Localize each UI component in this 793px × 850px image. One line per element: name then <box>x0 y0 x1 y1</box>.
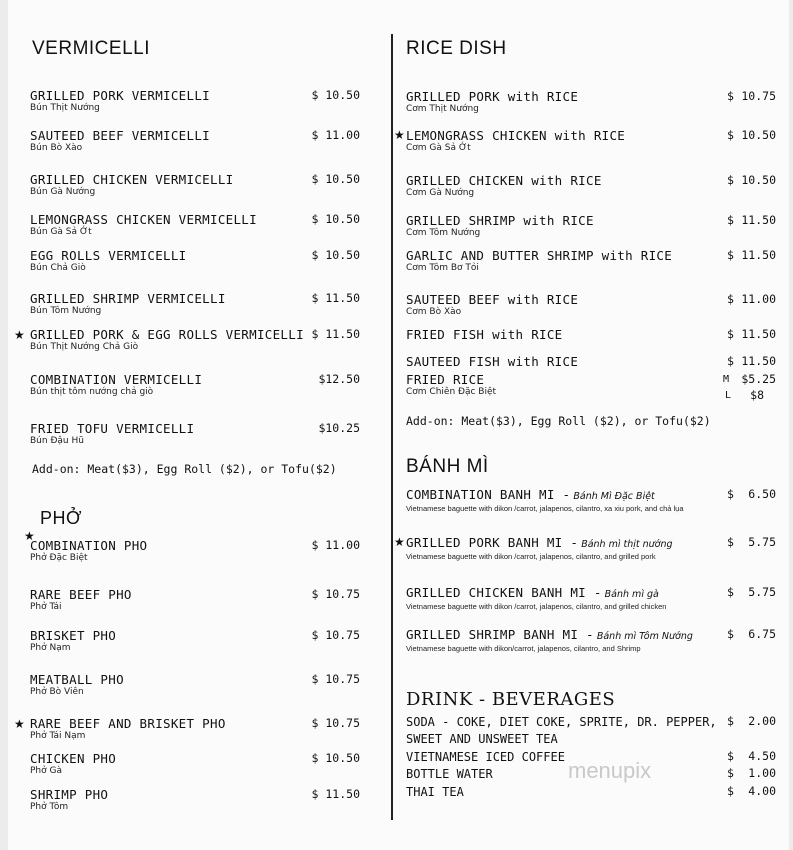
menu-item <box>30 787 360 813</box>
menu-item <box>30 248 360 274</box>
item-price: 11.50 <box>741 354 776 368</box>
item-dollar-sign: $ <box>727 627 734 641</box>
menu-item <box>406 292 786 318</box>
item-price: 11.50 <box>741 248 776 262</box>
menu-item <box>406 248 786 274</box>
item-viet-name: Bánh mì Tôm Nướng <box>593 631 693 642</box>
menu-item <box>406 173 786 199</box>
drink-dollar-sign: $ <box>727 766 734 780</box>
item-viet-name: Bún Đậu Hũ <box>30 436 84 446</box>
item-description: Vietnamese baguette with dikon /carrot, jalapenos, cilantro, xa xiu pork, and chả lụa <box>406 504 684 513</box>
item-viet-name: Cơm Gà Nướng <box>406 188 475 198</box>
item-name: GRILLED SHRIMP VERMICELLI <box>30 291 226 306</box>
drink-dollar-sign: $ <box>727 749 734 763</box>
item-price: $ 11.00 <box>311 128 360 142</box>
menu-item <box>406 89 786 115</box>
drink-price: 4.00 <box>748 784 776 798</box>
item-name: LEMONGRASS CHICKEN with RICE <box>406 128 626 143</box>
drink-dollar-sign: $ <box>727 714 734 728</box>
menu-item <box>30 372 360 398</box>
star-icon: ★ <box>24 529 35 543</box>
item-viet-name: Bún Chả Giò <box>30 263 86 273</box>
item-viet-name: Bánh mì gà <box>601 589 659 600</box>
item-price: $ 10.50 <box>311 751 360 765</box>
menu-item <box>30 172 360 198</box>
menu-item <box>30 672 360 698</box>
item-dollar-sign: $ <box>727 213 734 227</box>
menu-item <box>406 585 786 612</box>
item-dollar-sign: $ <box>727 173 734 187</box>
menu-item <box>406 327 786 342</box>
item-dollar-sign: $ <box>727 354 734 368</box>
item-name-text: GRILLED SHRIMP BANH MI - <box>406 627 594 642</box>
item-dollar-sign: $ <box>727 327 734 341</box>
item-price: $ 10.50 <box>311 248 360 262</box>
menu-item <box>24 529 360 564</box>
rice-dish-title: RICE DISH <box>406 38 507 59</box>
item-dollar-sign: $ <box>727 292 734 306</box>
item-description: Vietnamese baguette with dikon/carrot, jalapenos, cilantro, and Shrimp <box>406 644 641 653</box>
item-viet-name: Bánh Mì Đặc Biệt <box>570 491 655 502</box>
item-viet-name: Phở Nạm <box>30 643 71 653</box>
item-price: 6.50 <box>748 487 776 501</box>
item-viet-name: Cơm Tôm Bơ Tỏi <box>406 263 479 273</box>
drink-price: 2.00 <box>748 714 776 728</box>
item-name: SAUTEED BEEF VERMICELLI <box>30 128 210 143</box>
item-price: 10.75 <box>741 89 776 103</box>
vermicelli-title: VERMICELLI <box>32 38 150 59</box>
item-name: LEMONGRASS CHICKEN VERMICELLI <box>30 212 257 227</box>
item-dollar-sign: $ <box>727 535 734 549</box>
item-name: COMBINATION PHO <box>30 538 148 553</box>
item-viet-name: Bún Gà Nướng <box>30 187 96 197</box>
item-price: $ 10.75 <box>311 716 360 730</box>
drink-name: BOTTLE WATER <box>406 767 493 781</box>
star-icon: ★ <box>14 328 25 342</box>
item-viet-name: Phở Bò Viên <box>30 687 84 697</box>
item-name: COMBINATION VERMICELLI <box>30 372 203 387</box>
item-price: 11.00 <box>741 292 776 306</box>
item-name: EGG ROLLS VERMICELLI <box>30 248 187 263</box>
pho-title: PHỞ <box>40 508 82 528</box>
item-viet-name: Bánh mì thịt nướng <box>578 539 673 550</box>
menu-item-fried-rice <box>406 372 786 402</box>
item-price: $10.25 <box>318 421 360 435</box>
watermark-logo: menupix <box>568 758 652 783</box>
drink-name: VIETNAMESE ICED COFFEE <box>406 750 565 764</box>
item-viet-name: Cơm Bò Xào <box>406 307 462 317</box>
item-price: $12.50 <box>318 372 360 386</box>
item-name: GRILLED CHICKEN with RICE <box>406 173 602 188</box>
item-viet-name: Bún Thịt Nướng <box>30 103 100 113</box>
item-viet-name: Cơm Gà Sả Ớt <box>406 143 471 153</box>
item-dollar-sign: $ <box>727 585 734 599</box>
item-name: SHRIMP PHO <box>30 787 109 802</box>
star-icon: ★ <box>394 535 405 549</box>
item-price: $ 10.75 <box>311 672 360 686</box>
item-price: 5.75 <box>748 585 776 599</box>
menu-item <box>394 128 786 154</box>
item-description: Vietnamese baguette with dikon /carrot, jalapenos, cilantro, and grilled chicken <box>406 602 667 611</box>
menu-item <box>30 628 360 654</box>
item-name: MEATBALL PHO <box>30 672 124 687</box>
star-icon: ★ <box>394 128 405 142</box>
item-dollar-sign: $ <box>727 248 734 262</box>
item-price: 6.75 <box>748 627 776 641</box>
item-name: SAUTEED BEEF with RICE <box>406 292 579 307</box>
rice-addon-note: Add-on: Meat($3), Egg Roll ($2), or Tofu($2) <box>406 414 711 428</box>
drink-price: 1.00 <box>748 766 776 780</box>
item-viet-name: Phở Tái Nạm <box>30 731 86 741</box>
drink-price: 4.50 <box>748 749 776 763</box>
item-dollar-sign: $ <box>727 128 734 142</box>
item-name: GARLIC AND BUTTER SHRIMP with RICE <box>406 248 673 263</box>
item-name: RARE BEEF PHO <box>30 587 132 602</box>
item-viet-name: Phở Tái <box>30 602 62 612</box>
menu-item <box>30 587 360 613</box>
menu-item <box>14 716 360 742</box>
item-description: Vietnamese baguette with dikon /carrot, jalapenos, cilantro, and grilled pork <box>406 552 656 561</box>
item-name-text: GRILLED CHICKEN BANH MI - <box>406 585 602 600</box>
item-name: GRILLED PORK VERMICELLI <box>30 88 210 103</box>
item-price: 10.50 <box>741 128 776 142</box>
item-viet-name: Phở Tôm <box>30 802 69 812</box>
menu-item <box>30 128 360 154</box>
star-icon: ★ <box>14 717 25 731</box>
column-divider <box>391 34 393 820</box>
item-price: 5.75 <box>748 535 776 549</box>
item-price: $ 11.00 <box>311 538 360 552</box>
item-name-text: GRILLED PORK BANH MI - <box>406 535 579 550</box>
item-viet-name: Bún thịt tôm nướng chả giò <box>30 387 154 397</box>
item-price: 10.50 <box>741 173 776 187</box>
item-viet-name: Phở Gà <box>30 766 62 776</box>
item-price: $ 10.75 <box>311 628 360 642</box>
menu-page <box>8 0 789 850</box>
item-price: $ 10.50 <box>311 212 360 226</box>
item-viet-name: Bún Bò Xào <box>30 143 83 153</box>
item-viet-name: Cơm Tôm Nướng <box>406 228 481 238</box>
item-viet-name: Bún Gà Sả Ớt <box>30 227 92 237</box>
menu-item <box>30 291 360 317</box>
menu-item <box>406 627 786 654</box>
item-viet-name: Bún Tôm Nướng <box>30 306 102 316</box>
item-name-text: COMBINATION BANH MI - <box>406 487 571 502</box>
item-price: $ 11.50 <box>311 787 360 801</box>
menu-item <box>30 88 360 114</box>
drink-name: THAI TEA <box>406 785 464 799</box>
menu-item <box>14 327 360 353</box>
item-price: $ 10.50 <box>311 88 360 102</box>
menu-item <box>406 487 786 514</box>
size-l-price: $8 <box>750 388 764 402</box>
size-m-label: M <box>723 374 730 385</box>
item-name: FRIED FISH with RICE <box>406 327 563 342</box>
item-name: GRILLED PORK with RICE <box>406 89 579 104</box>
item-price: $ 11.50 <box>311 327 360 341</box>
vermicelli-addon-note: Add-on: Meat($3), Egg Roll ($2), or Tofu($2) <box>32 462 337 476</box>
item-name: BRISKET PHO <box>30 628 117 643</box>
item-name: RARE BEEF AND BRISKET PHO <box>30 716 226 731</box>
item-dollar-sign: $ <box>727 487 734 501</box>
item-viet-name: Bún Thịt Nướng Chả Giò <box>30 342 139 352</box>
item-name: CHICKEN PHO <box>30 751 117 766</box>
item-name: GRILLED SHRIMP with RICE <box>406 213 594 228</box>
item-name: FRIED RICE <box>406 372 485 387</box>
menu-item <box>30 421 360 447</box>
menu-item <box>30 751 360 777</box>
banh-mi-title: BÁNH MÌ <box>406 456 489 477</box>
item-viet-name: Cơm Chiên Đặc Biệt <box>406 387 497 397</box>
menu-item <box>406 354 786 369</box>
item-price: $ 10.50 <box>311 172 360 186</box>
menu-item <box>394 535 786 562</box>
item-name: GRILLED CHICKEN VERMICELLI <box>30 172 234 187</box>
item-dollar-sign: $ <box>727 89 734 103</box>
size-m-price: $5.25 <box>741 372 776 386</box>
drinks-title: DRINK - BEVERAGES <box>406 689 616 710</box>
drink-name: SWEET AND UNSWEET TEA <box>406 732 558 746</box>
drink-dollar-sign: $ <box>727 784 734 798</box>
item-price: 11.50 <box>741 327 776 341</box>
item-name: SAUTEED FISH with RICE <box>406 354 579 369</box>
item-viet-name: Cơm Thịt Nướng <box>406 104 479 114</box>
item-price: 11.50 <box>741 213 776 227</box>
item-price: $ 10.75 <box>311 587 360 601</box>
item-name: GRILLED PORK & EGG ROLLS VERMICELLI <box>30 327 304 342</box>
item-name: FRIED TOFU VERMICELLI <box>30 421 195 436</box>
size-l-label: L <box>725 390 732 401</box>
drink-name: SODA - COKE, DIET COKE, SPRITE, DR. PEPPER, <box>406 715 717 729</box>
menu-item <box>30 212 360 238</box>
item-price: $ 11.50 <box>311 291 360 305</box>
menu-item <box>406 213 786 239</box>
item-viet-name: Phở Đặc Biệt <box>30 553 88 563</box>
